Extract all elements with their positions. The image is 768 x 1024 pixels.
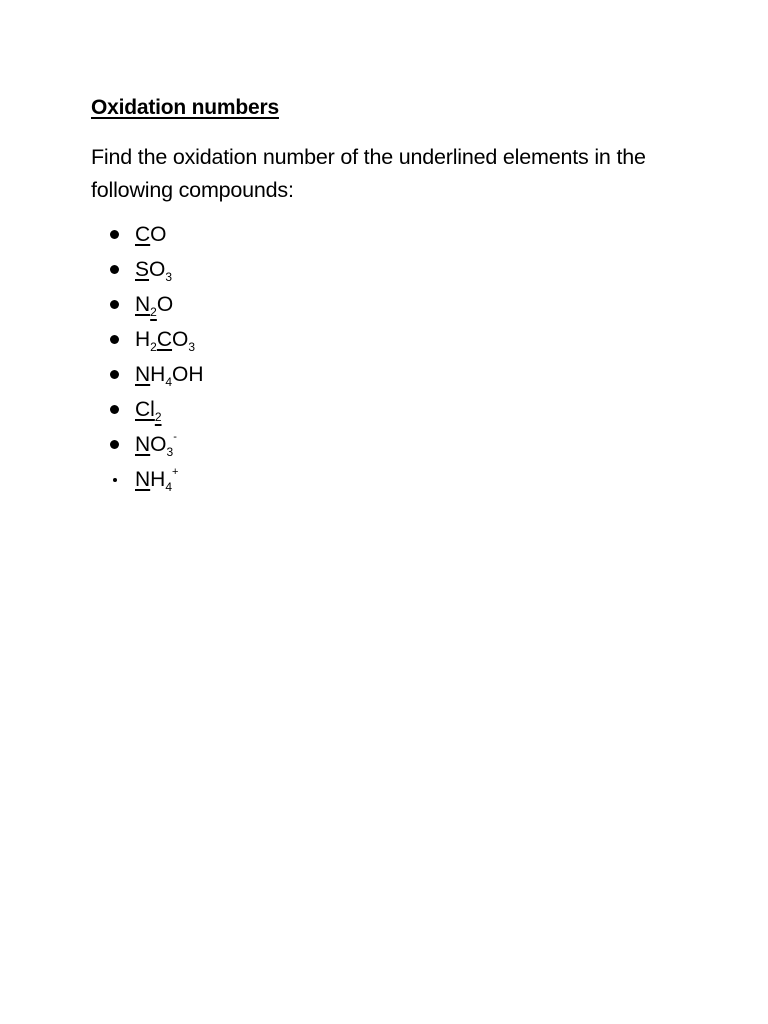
compound-item (110, 392, 204, 427)
compound-item (110, 357, 204, 392)
underlined-element: C (135, 223, 151, 246)
instruction-paragraph: Find the oxidation number of the underlined elements in the following compounds: (91, 145, 646, 202)
chemical-formula (135, 398, 162, 424)
formula-text: OH (172, 363, 204, 386)
chemical-formula (135, 363, 204, 389)
bullet-icon (113, 478, 117, 482)
formula-text: O (149, 258, 166, 281)
bullet-icon (110, 300, 119, 309)
chemical-formula (135, 328, 196, 354)
chemical-formula (135, 258, 173, 284)
chemical-formula (135, 223, 167, 246)
underlined-element: 2 (150, 305, 157, 319)
subscript: 4 (165, 375, 173, 389)
chemical-formula (135, 466, 179, 494)
underlined-element: N (135, 363, 151, 386)
subscript: 3 (165, 270, 173, 284)
chemical-formula (135, 293, 174, 319)
formula-text: H (135, 328, 151, 351)
bullet-icon (110, 370, 119, 379)
underlined-element: N (135, 468, 151, 491)
bullet-icon (110, 265, 119, 274)
bullet-icon (110, 230, 119, 239)
charge-superscript: + (172, 466, 179, 478)
compound-item (110, 217, 204, 252)
underlined-element: Cl (135, 398, 155, 421)
bullet-icon (110, 440, 119, 449)
compound-item (110, 427, 204, 462)
underlined-element: S (135, 258, 150, 281)
underlined-element: 2 (154, 410, 162, 424)
subscript: 2 (150, 340, 157, 354)
formula-text: H (150, 468, 166, 491)
formula-text: O (150, 433, 167, 456)
formula-text: O (150, 223, 167, 246)
formula-text: H (150, 363, 166, 386)
bullet-icon (110, 335, 119, 344)
underlined-element: C (156, 328, 173, 351)
underlined-element: N (135, 293, 151, 316)
compound-item (110, 252, 204, 287)
chemical-formula (135, 431, 177, 459)
compound-item (110, 462, 204, 497)
subscript: 4 (165, 480, 173, 494)
underlined-element: N (135, 433, 151, 456)
compound-item (110, 322, 204, 357)
bullet-icon (110, 405, 119, 414)
formula-text: O (172, 328, 189, 351)
compound-item (110, 287, 204, 322)
charge-superscript: - (173, 431, 177, 443)
formula-text: O (156, 293, 174, 316)
subscript: 3 (188, 340, 196, 354)
subscript: 3 (166, 445, 174, 459)
document-title: Oxidation numbers (91, 96, 279, 119)
compound-list (110, 217, 204, 497)
